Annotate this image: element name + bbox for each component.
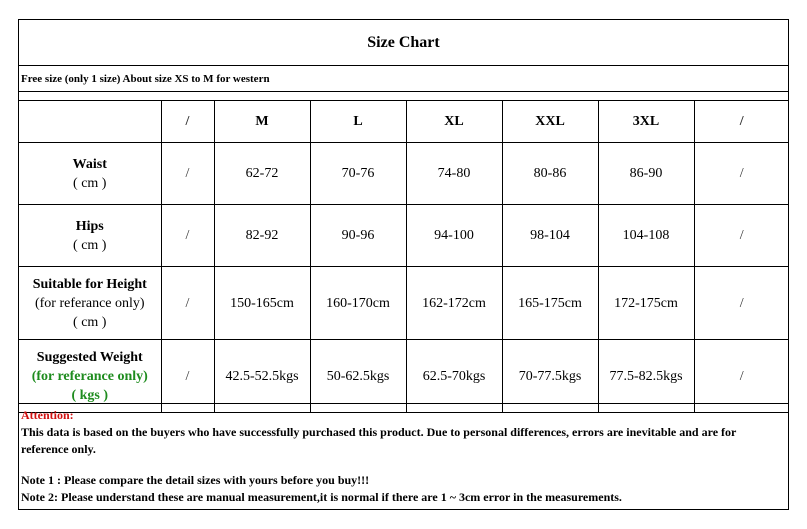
table-row <box>19 143 789 205</box>
table-cell: 165-175cm <box>502 267 598 340</box>
note-2: Note 2: Please understand these are manual measurement,it is normal if there are 1 ~ 3cm error in the measurements. <box>21 490 622 504</box>
attention-heading: Attention: <box>21 408 74 422</box>
table-cell: 94-100 <box>406 205 502 267</box>
row-label-text: Suitable for Height <box>32 276 147 292</box>
size-table <box>19 100 789 413</box>
row-label-height <box>19 267 161 340</box>
row-label-hips <box>19 205 161 267</box>
chart-title: Size Chart <box>19 20 788 66</box>
header-corner <box>19 101 161 143</box>
table-cell: / <box>161 205 214 267</box>
row-label-waist <box>19 143 161 205</box>
table-cell: 70-77.5kgs <box>502 340 598 413</box>
notes-spacer <box>21 458 786 472</box>
table-cell: / <box>161 340 214 413</box>
table-cell: 82-92 <box>214 205 310 267</box>
header-cell: / <box>161 101 214 143</box>
row-label-unit: ( cm ) <box>73 237 107 253</box>
table-cell: 90-96 <box>310 205 406 267</box>
header-cell: 3XL <box>598 101 694 143</box>
header-row <box>19 101 789 143</box>
table-cell: 74-80 <box>406 143 502 205</box>
table-cell: / <box>694 143 789 205</box>
table-cell: 62-72 <box>214 143 310 205</box>
table-row <box>19 340 789 413</box>
chart-subtitle: Free size (only 1 size) About size XS to M for western <box>19 66 788 92</box>
table-cell: 160-170cm <box>310 267 406 340</box>
table-cell: 162-172cm <box>406 267 502 340</box>
table-cell: 77.5-82.5kgs <box>598 340 694 413</box>
table-cell: 70-76 <box>310 143 406 205</box>
header-cell: M <box>214 101 310 143</box>
header-cell: / <box>694 101 789 143</box>
table-cell: 50-62.5kgs <box>310 340 406 413</box>
table-cell: / <box>694 205 789 267</box>
table-cell: 150-165cm <box>214 267 310 340</box>
row-label-unit: ( cm ) <box>73 175 107 191</box>
table-cell: 80-86 <box>502 143 598 205</box>
row-label-note: (for referance only) <box>31 368 148 384</box>
table-row <box>19 205 789 267</box>
row-label-text: Suggested Weight <box>36 349 143 365</box>
row-label-note: (for referance only) <box>34 295 145 311</box>
row-label-unit: ( cm ) <box>73 314 107 330</box>
table-cell: / <box>694 267 789 340</box>
table-cell: 62.5-70kgs <box>406 340 502 413</box>
table-cell: 42.5-52.5kgs <box>214 340 310 413</box>
notes-section <box>19 403 788 511</box>
table-cell: 104-108 <box>598 205 694 267</box>
row-label-unit: ( kgs ) <box>71 387 109 403</box>
row-label-text: Hips <box>75 218 104 234</box>
size-chart-sheet <box>18 19 789 510</box>
table-row <box>19 267 789 340</box>
table-cell: / <box>694 340 789 413</box>
row-label-text: Waist <box>72 156 107 172</box>
header-cell: XL <box>406 101 502 143</box>
table-cell: 86-90 <box>598 143 694 205</box>
row-label-weight <box>19 340 161 413</box>
header-cell: L <box>310 101 406 143</box>
attention-body: This data is based on the buyers who have successfully purchased this product. Due to personal differences, errors are inevitable and are for reference only. <box>21 425 737 456</box>
table-cell: / <box>161 267 214 340</box>
table-cell: / <box>161 143 214 205</box>
header-cell: XXL <box>502 101 598 143</box>
note-1: Note 1 : Please compare the detail sizes with yours before you buy!!! <box>21 473 370 487</box>
table-cell: 172-175cm <box>598 267 694 340</box>
table-cell: 98-104 <box>502 205 598 267</box>
